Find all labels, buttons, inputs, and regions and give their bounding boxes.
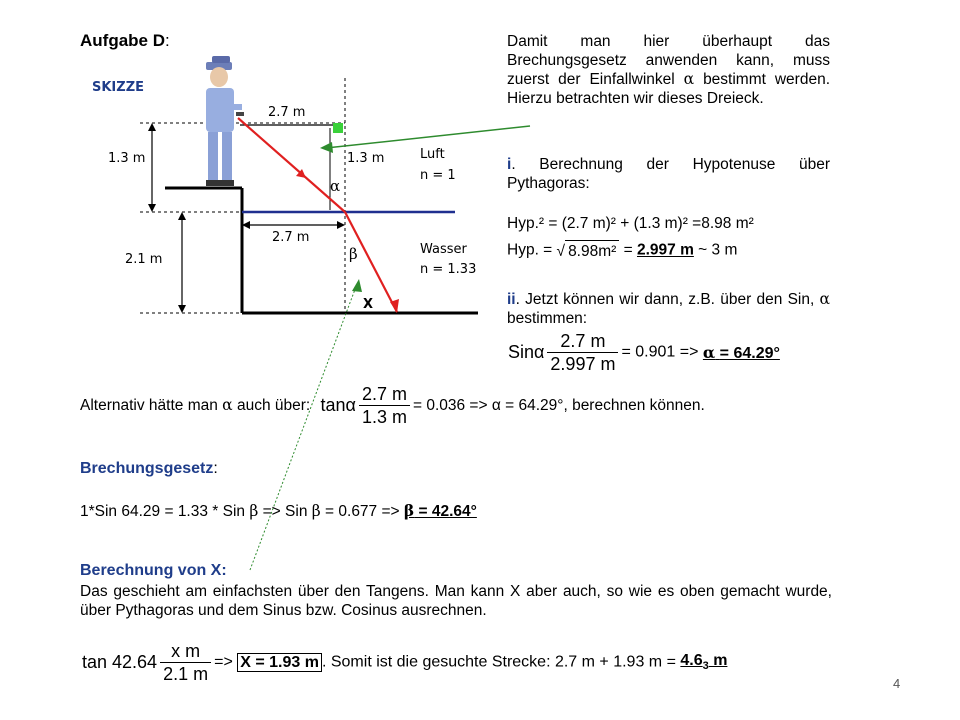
task-title-colon: :: [165, 31, 170, 50]
alt-text: Alternativ hätte man: [80, 397, 218, 414]
brechung-beta-2: β: [311, 502, 321, 520]
intro-alpha: α: [683, 70, 695, 88]
step-i-text: . Berechnung der Hypotenuse über Pythagoras:: [507, 156, 830, 192]
berechnung-x-heading: Berechnung von X:: [80, 562, 227, 579]
step-i-line2-suffix: ~ 3 m: [693, 241, 738, 259]
policeman-figure: [206, 56, 244, 186]
sin-result-alpha: α: [702, 342, 716, 362]
step-ii-text-1: . Jetzt können wir dann, z.B. über den Sin,: [515, 291, 815, 308]
step-i-number: i: [507, 156, 512, 173]
step-i-line2-result: 2.997 m: [636, 241, 694, 259]
page-number: 4: [893, 676, 901, 691]
x-result: X = 1.93 m: [237, 653, 322, 672]
x-frac-den: 2.1 m: [163, 664, 209, 684]
brechung-beta-3: β: [403, 501, 415, 520]
brechung-heading: [80, 459, 218, 478]
pointer-arrow-1: [326, 126, 530, 148]
sin-fraction: [547, 330, 618, 375]
medium-water-label: Wasser: [420, 242, 467, 257]
alt-frac-den: 1.3 m: [361, 407, 407, 427]
right-angle-marker: [333, 123, 343, 133]
alt-tan-label: tanα: [320, 395, 356, 415]
dim-left-bottom-label: 2.1 m: [125, 252, 163, 267]
x-final-unit: m: [708, 652, 728, 670]
n-air-label: n = 1: [420, 168, 456, 183]
sin-label: Sinα: [508, 342, 545, 362]
intro-text-2: bestimmt werden. Hierzu betrachten wir dieses Dreieck.: [507, 71, 830, 107]
x-final-sub: 3: [702, 660, 709, 673]
x-fraction: [160, 640, 211, 685]
step-i-line2-eq: =: [619, 241, 637, 259]
step-i-heading: [507, 155, 830, 193]
berechnung-x-formula: [82, 640, 727, 685]
step-ii-number: ii: [507, 291, 516, 308]
sin-result: = 64.29°: [719, 344, 780, 362]
task-title-text: Aufgabe D: [80, 31, 165, 50]
alpha-label: α: [330, 177, 341, 195]
step-i-line1: Hyp.² = (2.7 m)² + (1.3 m)² =8.98 m²: [507, 215, 754, 232]
step-ii-text-2: bestimmen:: [507, 310, 588, 327]
alt-rest: = 0.036 => α = 64.29°, berechnen können.: [412, 397, 705, 414]
beta-label: β: [349, 245, 358, 263]
n-water-label: n = 1.33: [420, 262, 477, 277]
x-final: 4.6: [680, 652, 703, 670]
sin-frac-den: 2.997 m: [550, 354, 616, 374]
dim-top-label: 2.7 m: [268, 105, 306, 120]
medium-air-label: Luft: [420, 147, 445, 162]
brechung-beta-1: β: [249, 502, 259, 520]
brechung-part1: 1*Sin 64.29 = 1.33 * Sin: [80, 503, 246, 520]
alt-text-2: auch über:: [236, 397, 311, 414]
step-i-line2-prefix: Hyp. =: [507, 241, 557, 259]
step-i-line2: [507, 240, 737, 261]
brechung-part3: = 0.677 =>: [325, 503, 400, 520]
dim-mid-label: 2.7 m: [272, 230, 310, 245]
dim-left-top-label: 1.3 m: [108, 151, 146, 166]
incident-ray: [238, 118, 345, 212]
step-ii-formula: [508, 330, 780, 375]
alt-frac-num: 2.7 m: [359, 383, 410, 406]
x-frac-num: x m: [160, 640, 211, 663]
brechung-result: = 42.64°: [418, 503, 477, 520]
intro-paragraph: [507, 32, 830, 108]
intro-text-1: Damit man hier überhaupt das Brechungsgesetz anwenden kann, muss zuerst der Einfallwinkel: [507, 33, 830, 88]
brechung-line: [80, 501, 477, 521]
sqrt-sign: √ 8.98m²: [557, 240, 620, 261]
sqrt-radicand: 8.98m²: [565, 240, 619, 261]
sin-rest: = 0.901 =>: [621, 343, 699, 361]
sin-frac-num: 2.7 m: [547, 330, 618, 353]
sketch-label: SKIZZE: [92, 80, 145, 95]
x-rest: . Somit ist die gesuchte Strecke: 2.7 m + 1.93 m =: [321, 653, 676, 671]
x-tan-label: tan 42.64: [82, 652, 158, 672]
alternative-line: [80, 383, 705, 428]
x-arrow: =>: [214, 653, 233, 671]
brechung-heading-text: Brechungsgesetz: [80, 460, 214, 477]
brechung-part2: => Sin: [262, 503, 308, 520]
brechung-colon: :: [213, 460, 218, 477]
alt-alpha: α: [222, 396, 233, 414]
dim-right-top-label: 1.3 m: [347, 151, 385, 166]
alt-fraction: [359, 383, 410, 428]
step-ii-alpha: α: [819, 290, 830, 308]
berechnung-x-paragraph: Das geschieht am einfachsten über den Tangens. Man kann X aber auch, so wie es oben gemacht wurde, über Pythagoras und dem Sinus bzw. Cosinus ausrechnen.: [80, 583, 832, 619]
step-ii-heading: [507, 290, 830, 328]
x-label: X: [363, 297, 374, 312]
